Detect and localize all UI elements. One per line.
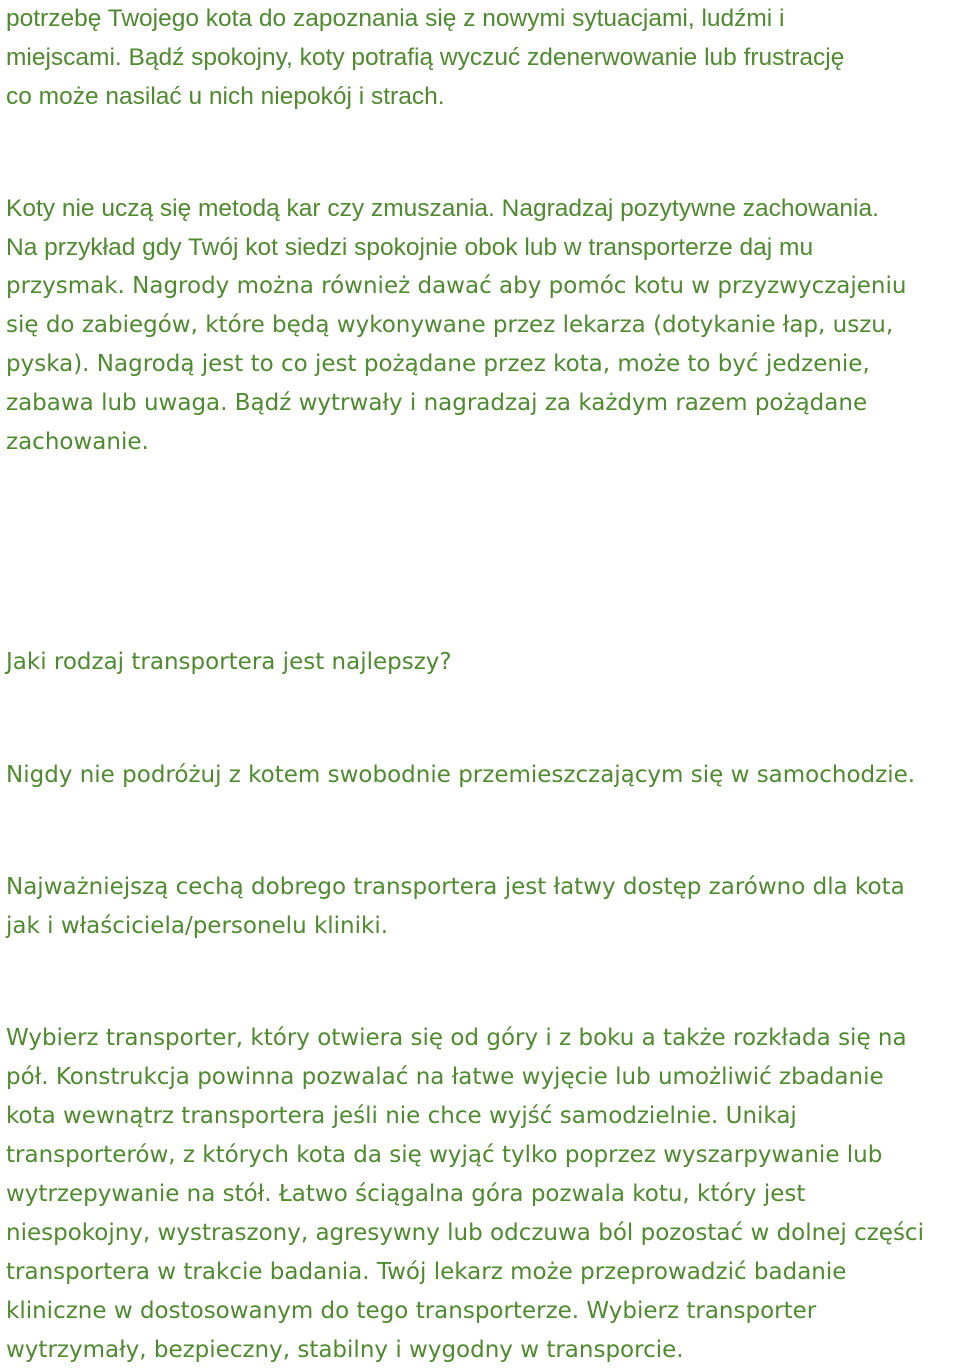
text-line: zabawa lub uwaga. Bądź wytrwały i nagradzaj za każdym razem pożądane bbox=[6, 390, 868, 416]
text-line: niespokojny, wystraszony, agresywny lub odczuwa ból pozostać w dolnej części bbox=[6, 1220, 924, 1246]
text-line: wytrzymały, bezpieczny, stabilny i wygodny w transporcie. bbox=[6, 1337, 684, 1363]
paragraph-never-free bbox=[6, 756, 915, 795]
text-line: pół. Konstrukcja powinna pozwalać na łatwe wyjęcie lub umożliwić zbadanie bbox=[6, 1064, 884, 1090]
text-line: Nigdy nie podróżuj z kotem swobodnie przemieszczającym się w samochodzie. bbox=[6, 762, 916, 788]
text-line: co może nasilać u nich niepokój i strach. bbox=[6, 83, 445, 110]
text-line: potrzebę Twojego kota do zapoznania się z nowymi sytuacjami, ludźmi i bbox=[6, 5, 785, 32]
text-line: Na przykład gdy Twój kot siedzi spokojnie obok lub w transporterze daj mu bbox=[6, 234, 814, 261]
text-line: transporterów, z których kota da się wyjąć tylko poprzez wyszarpywanie lub bbox=[6, 1142, 883, 1168]
paragraph-rewards bbox=[6, 189, 906, 462]
text-line: miejscami. Bądź spokojny, koty potrafią wyczuć zdenerwowanie lub frustrację bbox=[6, 44, 845, 71]
text-line: przysmak. Nagrody można również dawać aby pomóc kotu w przyzwyczajeniu bbox=[6, 273, 907, 299]
text-line: Jaki rodzaj transportera jest najlepszy? bbox=[6, 649, 452, 675]
text-line: wytrzepywanie na stół. Łatwo ściągalna góra pozwala kotu, który jest bbox=[6, 1181, 806, 1207]
text-line: kota wewnątrz transportera jeśli nie chce wyjść samodzielnie. Unikaj bbox=[6, 1103, 797, 1129]
paragraph-intro-continued bbox=[6, 0, 844, 116]
paragraph-choose bbox=[6, 1019, 924, 1370]
text-line: Najważniejszą cechą dobrego transportera jest łatwy dostęp zarówno dla kota bbox=[6, 874, 905, 900]
text-line: Wybierz transporter, który otwiera się od góry i z boku a także rozkłada się na bbox=[6, 1025, 907, 1051]
text-line: się do zabiegów, które będą wykonywane przez lekarza (dotykanie łap, uszu, bbox=[6, 312, 894, 338]
text-line: transportera w trakcie badania. Twój lekarz może przeprowadzić badanie bbox=[6, 1259, 847, 1285]
text-line: kliniczne w dostosowanym do tego transporterze. Wybierz transporter bbox=[6, 1298, 817, 1324]
text-line: pyska). Nagrodą jest to co jest pożądane przez kota, może to być jedzenie, bbox=[6, 351, 870, 377]
text-line: zachowanie. bbox=[6, 429, 149, 455]
section-heading-question bbox=[6, 643, 452, 682]
text-line: jak i właściciela/personelu kliniki. bbox=[6, 913, 389, 939]
text-line: Koty nie uczą się metodą kar czy zmuszania. Nagradzaj pozytywne zachowania. bbox=[6, 195, 879, 222]
paragraph-access bbox=[6, 868, 905, 946]
